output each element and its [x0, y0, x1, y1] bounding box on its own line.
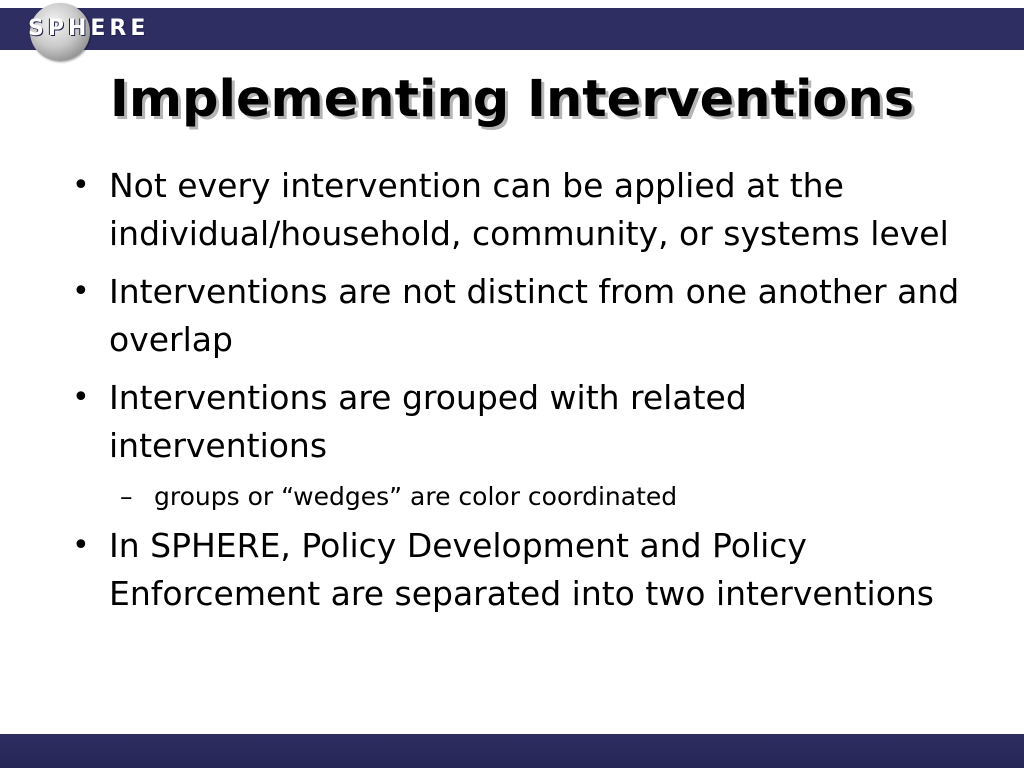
bullet-icon: • [72, 380, 90, 415]
bullet-text: Interventions are not distinct from one another and overlap [109, 272, 960, 359]
bullet-list [68, 162, 968, 618]
bullet-icon: • [72, 168, 90, 203]
header-bar [0, 8, 1024, 50]
sub-bullet-list [109, 478, 968, 516]
bullet-text: Not every intervention can be applied at the individual/household, community, or systems level [109, 166, 949, 253]
bullet-item [68, 374, 968, 516]
bullet-item [68, 162, 968, 258]
bullet-icon: • [72, 528, 90, 563]
bullet-text: Interventions are grouped with related interventions [109, 378, 747, 465]
bullet-text: In SPHERE, Policy Development and Policy Enforcement are separated into two interventions [109, 526, 934, 613]
slide-content [68, 162, 968, 628]
bullet-item [68, 268, 968, 364]
sub-bullet-text: groups or “wedges” are color coordinated [154, 482, 678, 511]
dash-icon: – [120, 482, 133, 511]
footer-bar [0, 734, 1024, 768]
bullet-icon: • [72, 274, 90, 309]
logo-text: SPHERE [28, 16, 150, 41]
slide-title: Implementing Interventions [109, 70, 915, 129]
sub-bullet-item [109, 478, 968, 516]
bullet-item [68, 522, 968, 618]
